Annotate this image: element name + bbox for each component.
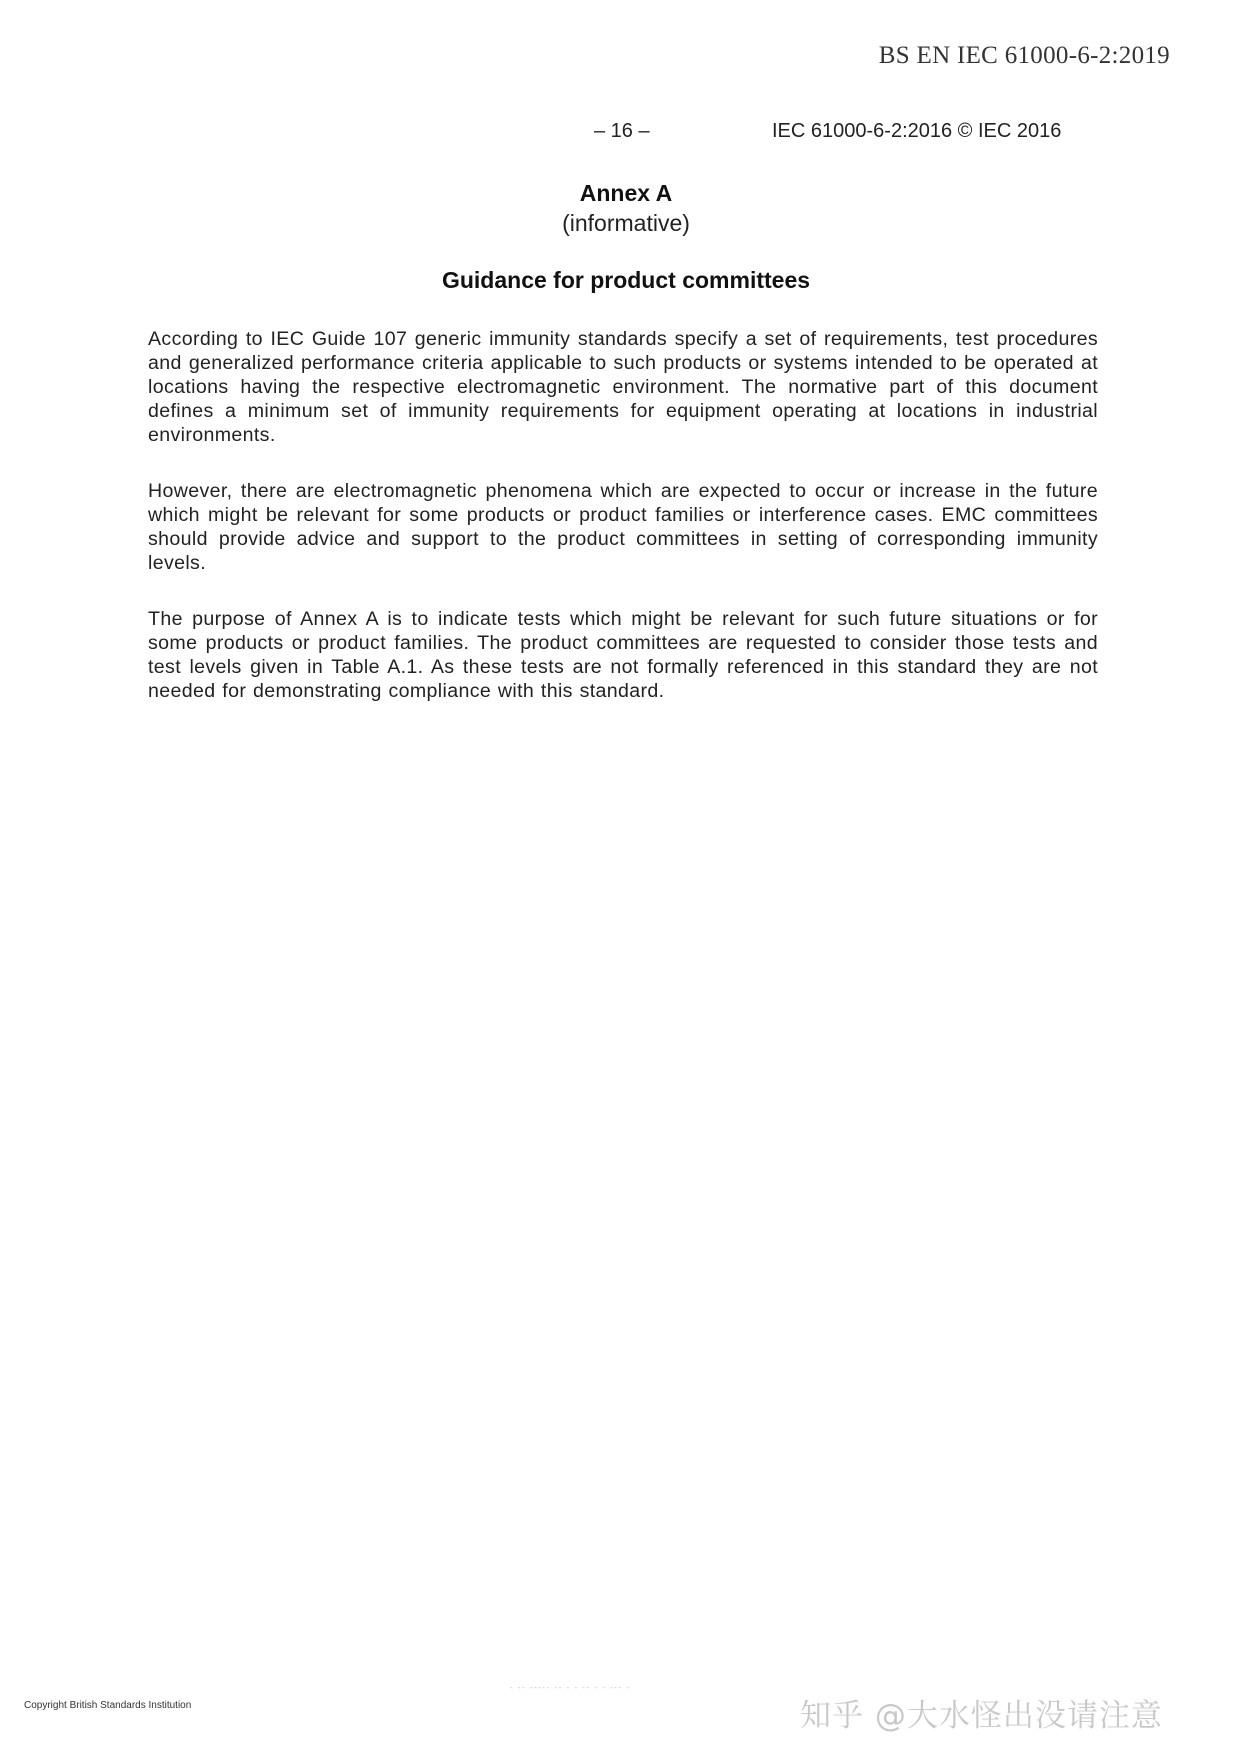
- body-paragraph: However, there are electromagnetic phenomena which are expected to occur or increase in the future which might be relevant for some products or product families or interference cases. EMC committees should provide advice and support to the product committees in setting of corresponding immunity levels.: [148, 480, 1098, 574]
- annex-title: Annex A: [579, 180, 673, 206]
- annex-subtitle: (informative): [562, 210, 690, 236]
- faint-footer-text: - -- ----- -- - - -- - - --- -: [510, 1683, 631, 1692]
- copyright-notice: Copyright British Standards Institution: [24, 1700, 192, 1711]
- bs-standard-header: BS EN IEC 61000-6-2:2019: [878, 42, 1170, 69]
- body-paragraph: According to IEC Guide 107 generic immunity standards specify a set of requirements, test procedures and generalized performance criteria applicable to such products or systems intended to be operated at locations having the respective electromagnetic environment. The normative part of this document defines a minimum set of immunity requirements for equipment operating at locations in industrial environments.: [148, 328, 1098, 446]
- watermark: 知乎 @大水怪出没请注意: [800, 1698, 1163, 1734]
- page-number: – 16 –: [594, 120, 650, 142]
- iec-reference: IEC 61000-6-2:2016 © IEC 2016: [772, 120, 1062, 142]
- body-paragraph: The purpose of Annex A is to indicate tests which might be relevant for such future situations or for some products or product families. The product committees are requested to consider those tests and test levels given in Table A.1. As these tests are not formally referenced in this standard they are not needed for demonstrating compliance with this standard.: [148, 608, 1098, 702]
- section-heading: Guidance for product committees: [441, 267, 811, 293]
